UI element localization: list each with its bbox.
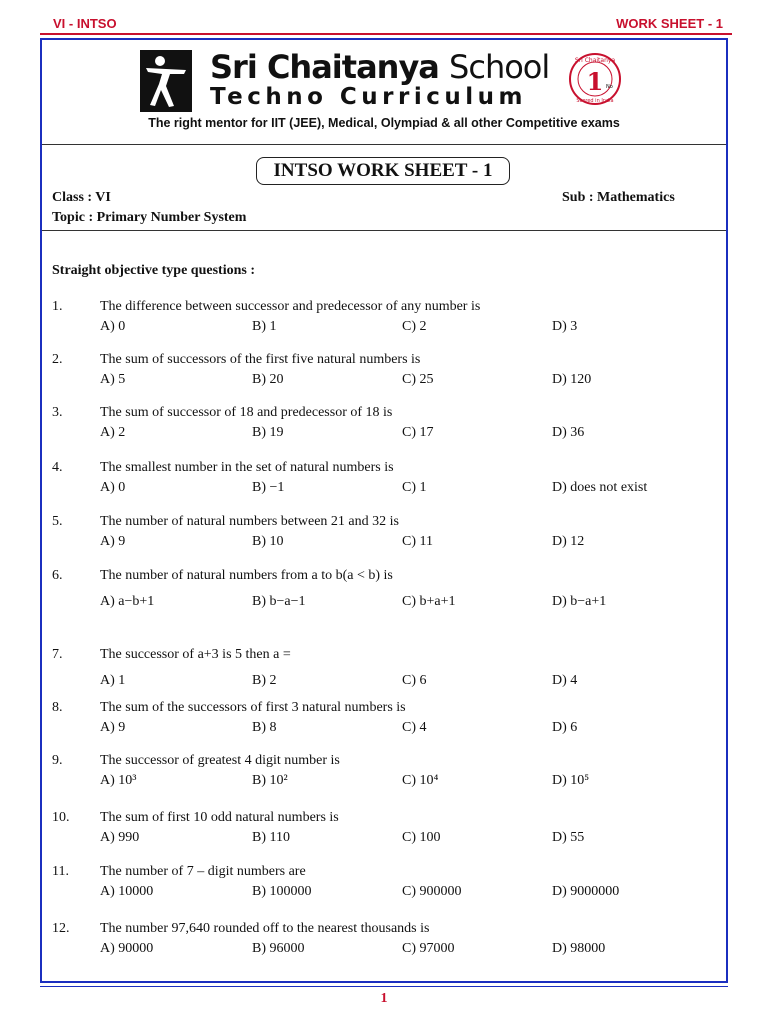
answer-option: D) does not exist xyxy=(552,480,648,495)
question-number: 7. xyxy=(52,647,63,662)
svg-text:Sri Chaitanya: Sri Chaitanya xyxy=(574,57,616,64)
answer-option: C) 4 xyxy=(402,720,427,735)
answer-option: C) 10⁴ xyxy=(402,773,439,788)
answer-option: A) 10000 xyxy=(100,884,154,899)
answer-option: D) 12 xyxy=(552,534,585,549)
answer-option: B) 19 xyxy=(252,425,284,440)
question-number: 10. xyxy=(52,810,70,825)
question-number: 2. xyxy=(52,352,63,367)
answer-option: B) 20 xyxy=(252,372,284,387)
answer-option: B) 8 xyxy=(252,720,277,735)
bottom-divider xyxy=(40,986,728,987)
answer-option: A) 0 xyxy=(100,480,126,495)
answer-option: A) 2 xyxy=(100,425,126,440)
question-number: 4. xyxy=(52,460,63,475)
answer-option: B) 100000 xyxy=(252,884,312,899)
answer-option: B) 2 xyxy=(252,673,277,688)
top-divider xyxy=(40,33,732,35)
question-text: The successor of greatest 4 digit number is xyxy=(100,753,340,768)
question-text: The smallest number in the set of natural numbers is xyxy=(100,460,394,475)
question-number: 8. xyxy=(52,700,63,715)
curriculum-name: Techno Curriculum xyxy=(210,84,527,110)
worksheet-title: INTSO WORK SHEET - 1 xyxy=(256,157,510,185)
answer-option: A) 1 xyxy=(100,673,126,688)
answer-option: D) 10⁵ xyxy=(552,773,590,788)
svg-text:1: 1 xyxy=(586,67,604,96)
question-text: The number of 7 – digit numbers are xyxy=(100,864,306,879)
question-text: The sum of first 10 odd natural numbers is xyxy=(100,810,339,825)
subject-label: Sub : Mathematics xyxy=(562,190,675,205)
answer-option: B) 110 xyxy=(252,830,290,845)
answer-option: C) 97000 xyxy=(402,941,455,956)
answer-option: C) b+a+1 xyxy=(402,594,456,609)
answer-option: C) 11 xyxy=(402,534,433,549)
question-number: 11. xyxy=(52,864,69,879)
question-text: The number of natural numbers between 21 and 32 is xyxy=(100,514,399,529)
answer-option: A) 9 xyxy=(100,720,126,735)
question-text: The difference between successor and predecessor of any number is xyxy=(100,299,481,314)
topic-label: Topic : Primary Number System xyxy=(52,210,247,225)
answer-option: A) 990 xyxy=(100,830,140,845)
school-tagline: The right mentor for IIT (JEE), Medical, Olympiad & all other Competitive exams xyxy=(148,116,620,130)
answer-option: D) 4 xyxy=(552,673,578,688)
answer-option: B) b−a−1 xyxy=(252,594,306,609)
answer-option: C) 900000 xyxy=(402,884,462,899)
svg-text:Scored in India: Scored in India xyxy=(576,98,614,104)
meta-divider xyxy=(42,230,726,231)
answer-option: B) −1 xyxy=(252,480,285,495)
school-name: Sri Chaitanya School xyxy=(210,48,550,86)
school-header xyxy=(42,40,726,145)
svg-text:No: No xyxy=(606,84,613,90)
question-text: The sum of the successors of first 3 natural numbers is xyxy=(100,700,406,715)
answer-option: C) 1 xyxy=(402,480,427,495)
answer-option: D) 55 xyxy=(552,830,585,845)
question-text: The sum of successors of the first five natural numbers is xyxy=(100,352,421,367)
answer-option: B) 96000 xyxy=(252,941,305,956)
answer-option: B) 10 xyxy=(252,534,284,549)
question-number: 9. xyxy=(52,753,63,768)
answer-option: B) 10² xyxy=(252,773,288,788)
page-frame xyxy=(40,38,728,983)
page-number: 1 xyxy=(380,991,388,1006)
question-number: 6. xyxy=(52,568,63,583)
answer-option: C) 6 xyxy=(402,673,427,688)
question-number: 3. xyxy=(52,405,63,420)
answer-option: B) 1 xyxy=(252,319,277,334)
answer-option: A) 0 xyxy=(100,319,126,334)
answer-option: D) 98000 xyxy=(552,941,606,956)
answer-option: D) 3 xyxy=(552,319,578,334)
answer-option: A) 90000 xyxy=(100,941,154,956)
answer-option: D) 9000000 xyxy=(552,884,620,899)
answer-option: A) 5 xyxy=(100,372,126,387)
question-text: The number 97,640 rounded off to the nearest thousands is xyxy=(100,921,430,936)
question-number: 12. xyxy=(52,921,70,936)
number-one-seal-icon xyxy=(568,52,622,106)
question-text: The sum of successor of 18 and predecessor of 18 is xyxy=(100,405,393,420)
answer-option: C) 2 xyxy=(402,319,427,334)
class-label: Class : VI xyxy=(52,190,111,205)
school-logo-icon xyxy=(140,50,192,112)
answer-option: D) 36 xyxy=(552,425,585,440)
section-heading: Straight objective type questions : xyxy=(52,263,255,278)
header-worksheet-code: WORK SHEET - 1 xyxy=(616,16,723,31)
answer-option: C) 100 xyxy=(402,830,441,845)
answer-option: D) b−a+1 xyxy=(552,594,607,609)
question-number: 5. xyxy=(52,514,63,529)
question-text: The number of natural numbers from a to b(a < b) is xyxy=(100,568,393,583)
answer-option: A) 10³ xyxy=(100,773,137,788)
answer-option: C) 25 xyxy=(402,372,434,387)
question-number: 1. xyxy=(52,299,63,314)
answer-option: A) a−b+1 xyxy=(100,594,155,609)
answer-option: D) 6 xyxy=(552,720,578,735)
answer-option: C) 17 xyxy=(402,425,434,440)
header-class-code: VI - INTSO xyxy=(53,16,117,31)
answer-option: D) 120 xyxy=(552,372,592,387)
question-text: The successor of a+3 is 5 then a = xyxy=(100,647,291,662)
answer-option: A) 9 xyxy=(100,534,126,549)
